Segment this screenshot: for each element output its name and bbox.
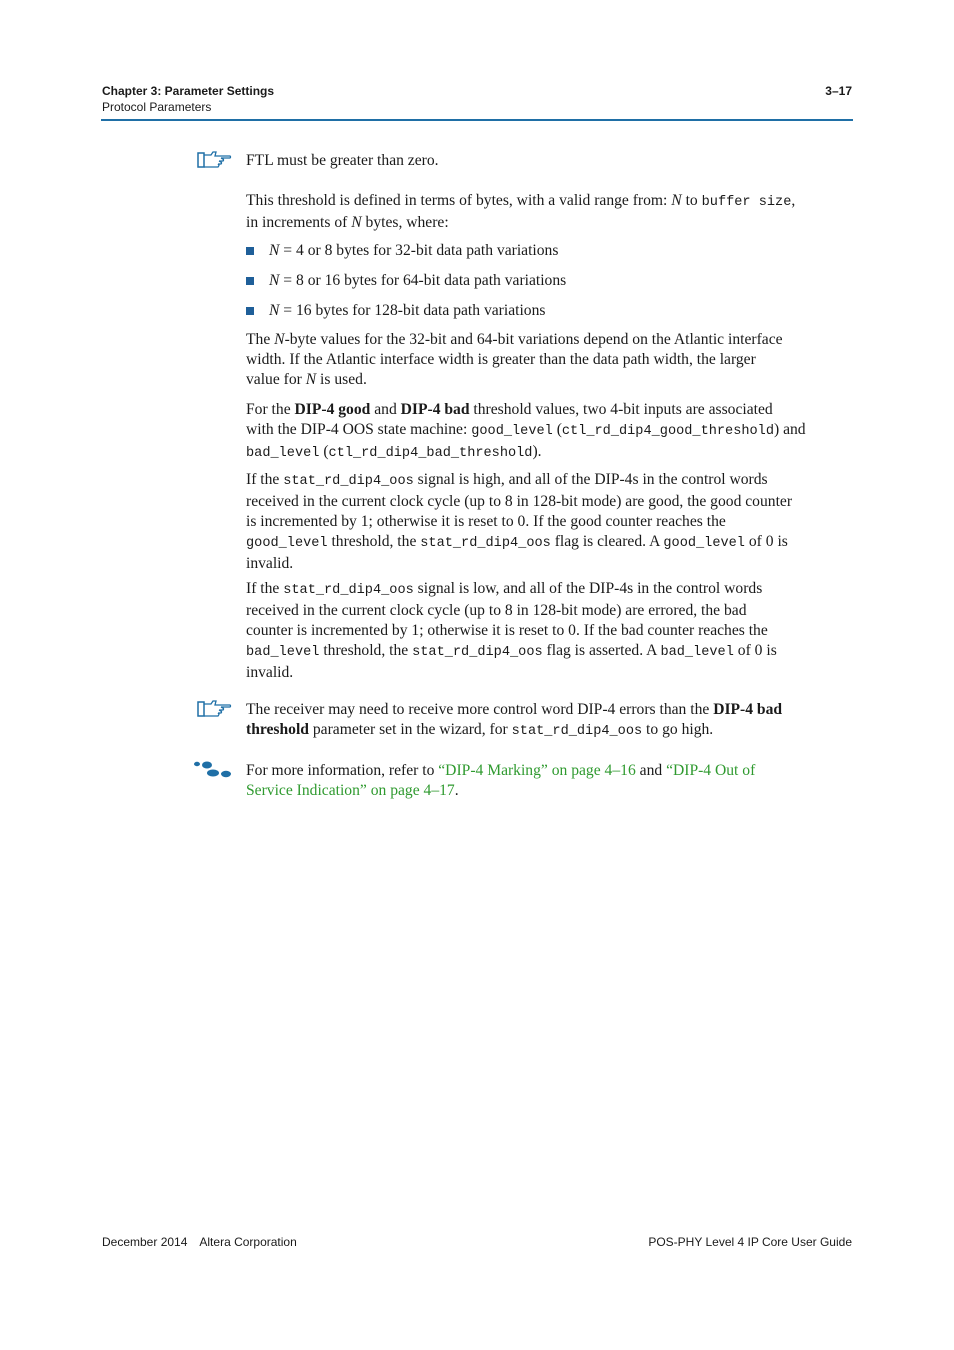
footprints-icon	[193, 760, 233, 785]
pointing-hand-icon	[197, 150, 233, 175]
dip4-threshold-paragraph: For the DIP-4 good and DIP-4 bad threshold values, two 4-bit inputs are associated with the DIP-4 OOS state machine: good_level (ctl_rd_dip4_good_threshold) and bad_level (ctl_rd_dip4_bad_threshold).	[246, 401, 806, 461]
header-page-number: 3–17	[825, 84, 852, 98]
bullet-square-icon	[246, 247, 254, 255]
dip4-oos-link-line1[interactable]: “DIP-4 Out of	[666, 762, 756, 779]
note-receiver: The receiver may need to receive more control word DIP-4 errors than the DIP-4 bad threshold parameter set in the wizard, for stat_rd_dip4_oos to go high.	[246, 701, 783, 739]
footer-doc-title: POS-PHY Level 4 IP Core User Guide	[648, 1235, 852, 1249]
footer-left	[102, 1235, 297, 1249]
header-rule	[101, 119, 853, 121]
pointing-hand-icon	[197, 699, 233, 724]
note-more-info: For more information, refer to “DIP-4 Marking” on page 4–16 and “DIP-4 Out of Service Indication” on page 4–17.	[246, 762, 756, 799]
note-ftl: FTL must be greater than zero.	[246, 152, 439, 169]
dip4-oos-link-line2[interactable]: Service Indication” on page 4–17	[246, 782, 455, 799]
bullet-square-icon	[246, 307, 254, 315]
signal-low-paragraph: If the stat_rd_dip4_oos signal is low, and all of the DIP-4s in the control words received in the current clock cycle (up to 8 in 128-bit mode) are errored, the bad counter is incremented by 1; otherwise it is reset to 0. If the bad counter reaches the bad_level threshold, the stat_rd_dip4_oos flag is asserted. A bad_level of 0 is invalid.	[246, 580, 777, 681]
header-chapter: Chapter 3: Parameter Settings	[102, 84, 275, 98]
dip4-marking-link[interactable]: “DIP-4 Marking” on page 4–16	[438, 762, 636, 779]
footer-date: December 2014	[102, 1235, 188, 1249]
bullet-square-icon	[246, 277, 254, 285]
threshold-paragraph: This threshold is defined in terms of bytes, with a valid range from: N to buffer size, in increments of N bytes, where:	[246, 192, 796, 231]
footer-company: Altera Corporation	[199, 1235, 297, 1249]
header-section: Protocol Parameters	[102, 100, 212, 114]
signal-high-paragraph: If the stat_rd_dip4_oos signal is high, and all of the DIP-4s in the control words received in the current clock cycle (up to 8 in 128-bit mode) are good, the good counter is incremented by 1; otherwise it is reset to 0. If the good counter reaches the good_level threshold, the stat_rd_dip4_oos flag is cleared. A good_level of 0 is invalid.	[246, 471, 793, 572]
nbyte-paragraph: The N-byte values for the 32-bit and 64-bit variations depend on the Atlantic interface width. If the Atlantic interface width is greater than the data path width, the larger value for N is used.	[246, 331, 783, 388]
